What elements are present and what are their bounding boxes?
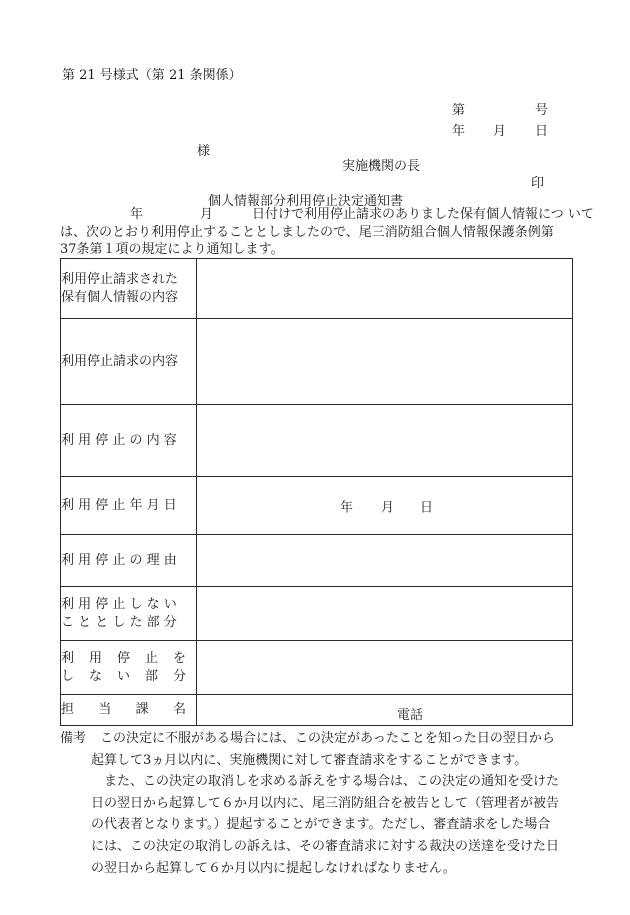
intro-line-1-text: 日付けで利用停止請求のありました保有個人情報につ いて	[252, 207, 594, 222]
suspension-date-day: 日	[420, 500, 434, 515]
suspension-date	[340, 496, 433, 515]
issue-date-year: 年	[452, 124, 466, 139]
remarks	[60, 728, 580, 879]
intro-paragraph	[60, 206, 594, 259]
row-value[interactable]	[197, 477, 573, 535]
issue-date-month: 月	[493, 124, 507, 139]
remarks-line-4: 日の翌日から起算して６か月以内に、尾三消防組合を被告として（管理者が被告	[91, 795, 560, 811]
suspension-date-month: 月	[381, 500, 395, 515]
row-label-line: 利用停止請求された	[61, 271, 179, 287]
notice-table	[60, 258, 573, 726]
row-label: 利 用 停 止 年 月 日	[61, 477, 197, 535]
row-label-line: 保有個人情報の内容	[61, 289, 179, 305]
table-row	[61, 535, 573, 587]
remarks-line-3: また、この決定の取消しを求める訴えをする場合は、この決定の通知を受けた	[104, 774, 560, 790]
intro-line-2: は、次のとおり利用停止することとしましたので、尾三消防組合個人情報保護条例第	[60, 224, 554, 240]
addressee-honorific: 様	[197, 144, 211, 159]
table-row	[61, 587, 573, 641]
table-row	[61, 319, 573, 405]
row-value[interactable]	[197, 535, 573, 587]
document-number-suffix: 号	[535, 103, 549, 118]
remarks-line-7: の翌日から起算して６か月以内に提起しなければなりません。	[91, 860, 456, 876]
remarks-head: 備考	[60, 731, 87, 746]
row-label-line: 利 用 停 止 し な い	[61, 596, 177, 612]
row-label	[61, 259, 197, 319]
phone-label: 電話	[397, 708, 424, 723]
row-label-line: 担 当 課 名	[61, 702, 186, 717]
remarks-line-6: には、この決定の取消しの訴えは、その審査請求に対する裁決の送達を受けた日	[91, 838, 560, 854]
remarks-line-1: 備考 この決定に不服がある場合には、この決定があったことを知った日の翌日から	[60, 728, 580, 750]
row-label-line: し な い 部 分	[61, 668, 186, 684]
table-row	[61, 695, 573, 726]
row-label: 利用停止請求の内容	[61, 319, 197, 405]
row-label	[61, 641, 197, 695]
row-label	[61, 695, 197, 726]
document-title: 個人情報部分利用停止決定通知書	[208, 194, 404, 209]
table-row	[61, 259, 573, 319]
row-value[interactable]	[197, 319, 573, 405]
table-row	[61, 641, 573, 695]
row-label: 利 用 停 止 の 理 由	[61, 535, 197, 587]
row-label-line: こ と と し た 部 分	[61, 614, 177, 630]
intro-year: 年	[130, 207, 144, 222]
table-row	[61, 405, 573, 477]
intro-line-3: 37条第１項の規定により通知します。	[60, 242, 284, 257]
row-value[interactable]	[197, 695, 573, 726]
remarks-line-5: の代表者となります。）提起することができます。ただし、審査請求をした場合	[91, 817, 551, 833]
seal-mark: 印	[531, 176, 545, 191]
form-number: 第 21 号様式（第 21 条関係）	[62, 68, 242, 83]
row-value[interactable]	[197, 641, 573, 695]
row-label-line: 利 用 停 止 を	[61, 650, 186, 666]
row-label	[61, 587, 197, 641]
document-number-label: 第	[452, 103, 466, 118]
remarks-line-2: 起算して3ヵ月以内に、実施機関に対して審査請求をすることができます。	[91, 752, 528, 768]
sender-name: 実施機関の長	[342, 159, 421, 174]
intro-line-1	[60, 206, 594, 224]
row-value[interactable]	[197, 405, 573, 477]
row-value[interactable]	[197, 587, 573, 641]
table-row	[61, 477, 573, 535]
intro-month: 月	[200, 207, 214, 222]
row-label: 利 用 停 止 の 内 容	[61, 405, 197, 477]
issue-date-day: 日	[535, 124, 549, 139]
suspension-date-year: 年	[340, 500, 354, 515]
row-value[interactable]	[197, 259, 573, 319]
